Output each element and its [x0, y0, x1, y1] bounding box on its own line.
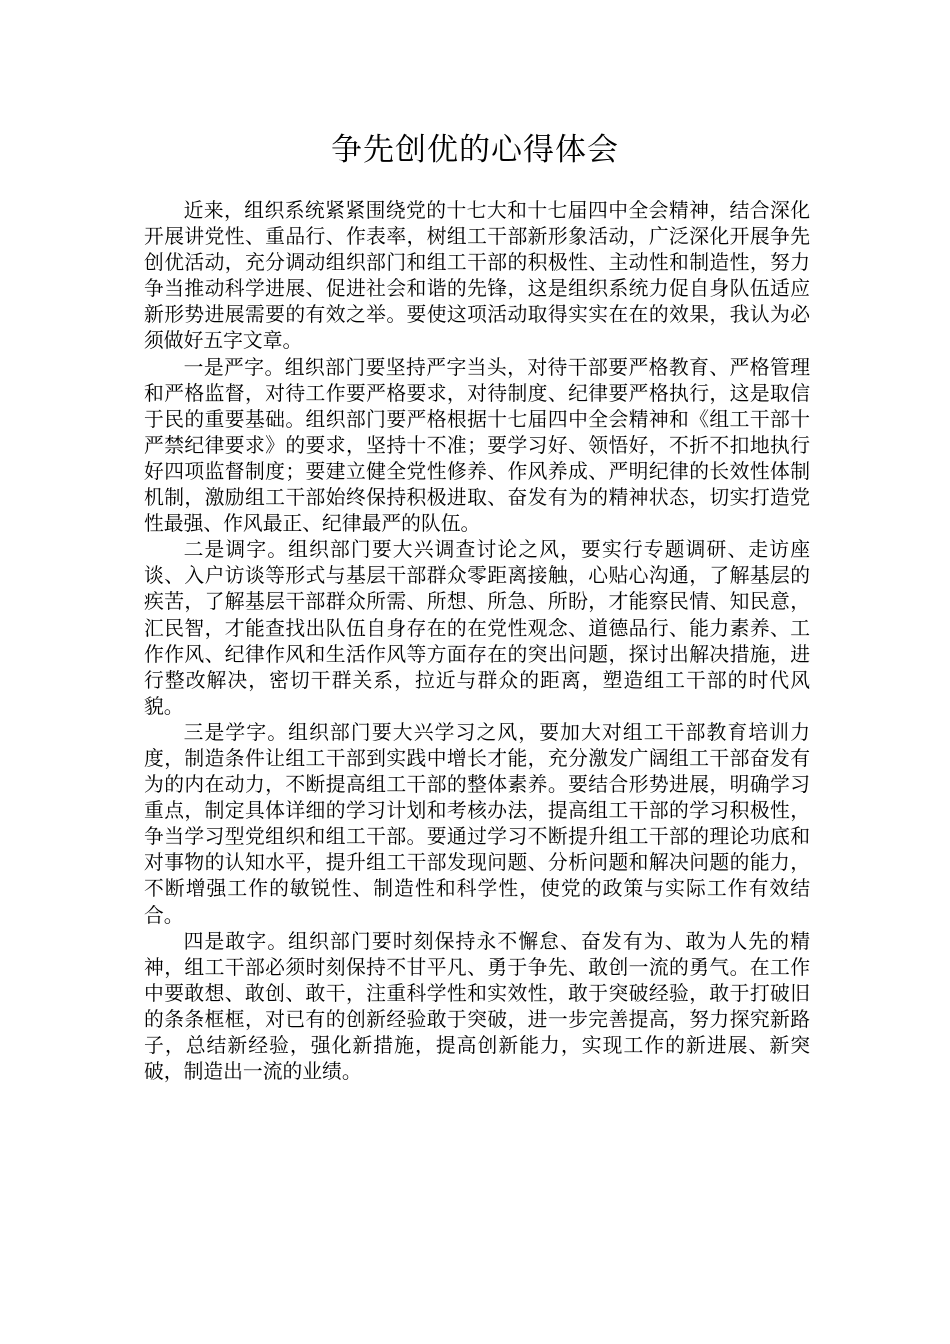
paragraph-diao: 二是调字。组织部门要大兴调查讨论之风，要实行专题调研、走访座谈、入户访谈等形式与基层干部群众零距离接触，心贴心沟通，了解基层的疾苦，了解基层干部群众所需、所想、所急、所盼，才能察民情、知民意，汇民智，才能查找出队伍自身存在的在党性观念、道德品行、能力素养、工作作风、纪律作风和生活作风等方面存在的突出问题，探讨出解决措施，进行整改解决，密切干群关系，拉近与群众的距离，塑造组工干部的时代风貌。 — [144, 538, 810, 718]
document-body — [144, 198, 810, 1085]
document-title: 争先创优的心得体会 — [331, 132, 619, 168]
paragraph-xue: 三是学字。组织部门要大兴学习之风，要加大对组工干部教育培训力度，制造条件让组工干部到实践中增长才能，充分激发广阔组工干部奋发有为的内在动力，不断提高组工干部的整体素养。要结合形势进展，明确学习重点，制定具体详细的学习计划和考核办法，提高组工干部的学习积极性，争当学习型党组织和组工干部。要通过学习不断提升组工干部的理论功底和对事物的认知水平，提升组工干部发现问题、分析问题和解决问题的能力，不断增强工作的敏锐性、制造性和科学性，使党的政策与实际工作有效结合。 — [144, 720, 810, 927]
paragraph-yan: 一是严字。组织部门要坚持严字当头，对待干部要严格教育、严格管理和严格监督，对待工作要严格要求，对待制度、纪律要严格执行，这是取信于民的重要基础。组织部门要严格根据十七届四中全会精神和《组工干部十严禁纪律要求》的要求，坚持十不准；要学习好、领悟好，不折不扣地执行好四项监督制度；要建立健全党性修养、作风养成、严明纪律的长效性体制机制，激励组工干部始终保持积极进取、奋发有为的精神状态，切实打造党性最强、作风最正、纪律最严的队伍。 — [144, 355, 810, 536]
paragraph-intro: 近来，组织系统紧紧围绕党的十七大和十七届四中全会精神，结合深化开展讲党性、重品行、作表率，树组工干部新形象活动，广泛深化开展争先创优活动，充分调动组织部门和组工干部的积极性、主动性和制造性，努力争当推动科学进展、促进社会和谐的先锋，这是组织系统力促自身队伍适应新形势进展需要的有效之举。要使这项活动取得实实在在的效果，我认为必须做好五字文章。 — [144, 199, 810, 353]
paragraph-gan: 四是敢字。组织部门要时刻保持永不懈怠、奋发有为、敢为人先的精神，组工干部必须时刻保持不甘平凡、勇于争先、敢创一流的勇气。在工作中要敢想、敢创、敢干，注重科学性和实效性，敢于突破经验，敢于打破旧的条条框框，对已有的创新经验敢于突破，进一步完善提高，努力探究新路子，总结新经验，强化新措施，提高创新能力，实现工作的新进展、新突破，制造出一流的业绩。 — [144, 929, 810, 1084]
